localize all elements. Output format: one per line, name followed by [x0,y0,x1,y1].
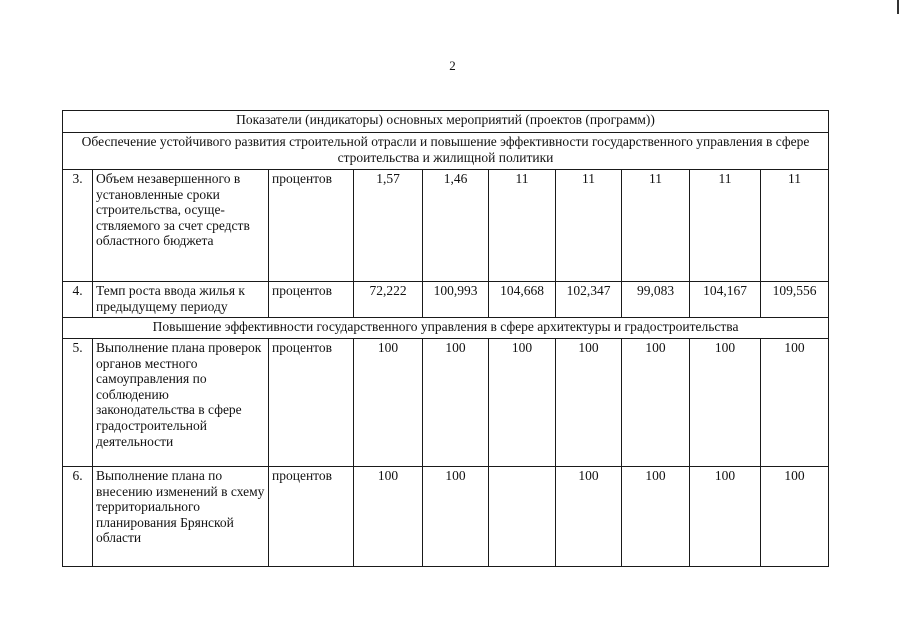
value-cell: 100 [489,339,556,467]
value-cell: 11 [761,170,829,282]
table-title-row [63,111,829,133]
table-row [63,467,829,567]
indicator-name: Темп роста ввода жилья к предыдущему периоду [93,282,269,318]
value-cell: 99,083 [622,282,690,318]
indicators-table [62,110,829,567]
row-number: 3. [63,170,93,282]
value-cell: 109,556 [761,282,829,318]
value-cell: 100 [556,339,622,467]
value-cell: 100 [622,467,690,567]
value-cell: 100 [354,467,423,567]
value-cell: 100 [690,467,761,567]
unit-cell: процентов [269,170,354,282]
value-cell: 100 [556,467,622,567]
table-row [63,282,829,318]
value-cell: 102,347 [556,282,622,318]
value-cell: 104,167 [690,282,761,318]
section-row [63,133,829,170]
value-cell: 104,668 [489,282,556,318]
value-cell: 1,57 [354,170,423,282]
indicator-name: Выполнение плана проверок органов местного самоуправления по соблюдению законодательства в сфере градостроительной деятельности [93,339,269,467]
value-cell: 100 [761,339,829,467]
section-title: Повышение эффективности государственного управления в сфере архитектуры и градостроительства [63,318,829,339]
value-cell: 100 [423,339,489,467]
value-cell: 100 [761,467,829,567]
value-cell-empty [489,467,556,567]
value-cell: 100 [690,339,761,467]
unit-cell: процентов [269,339,354,467]
value-cell: 100,993 [423,282,489,318]
table-row [63,339,829,467]
section-row [63,318,829,339]
value-cell: 11 [556,170,622,282]
unit-cell: процентов [269,467,354,567]
indicator-name: Объем незавершенного в установленные сроки строительства, осуще-ствляемого за счет средств областного бюджета [93,170,269,282]
table-title: Показатели (индикаторы) основных мероприятий (проектов (программ)) [63,111,829,133]
value-cell: 100 [354,339,423,467]
unit-cell: процентов [269,282,354,318]
table-row [63,170,829,282]
value-cell: 100 [423,467,489,567]
row-number: 5. [63,339,93,467]
value-cell: 1,46 [423,170,489,282]
value-cell: 100 [622,339,690,467]
value-cell: 11 [489,170,556,282]
indicator-name: Выполнение плана по внесению изменений в схему территориального планирования Брянской области [93,467,269,567]
row-number: 4. [63,282,93,318]
value-cell: 72,222 [354,282,423,318]
row-number: 6. [63,467,93,567]
section-title: Обеспечение устойчивого развития строительной отрасли и повышение эффективности государственного управления в сфере строительства и жилищной политики [63,133,829,170]
value-cell: 11 [622,170,690,282]
scan-edge-mark [897,0,899,14]
page-number: 2 [449,58,456,73]
value-cell: 11 [690,170,761,282]
